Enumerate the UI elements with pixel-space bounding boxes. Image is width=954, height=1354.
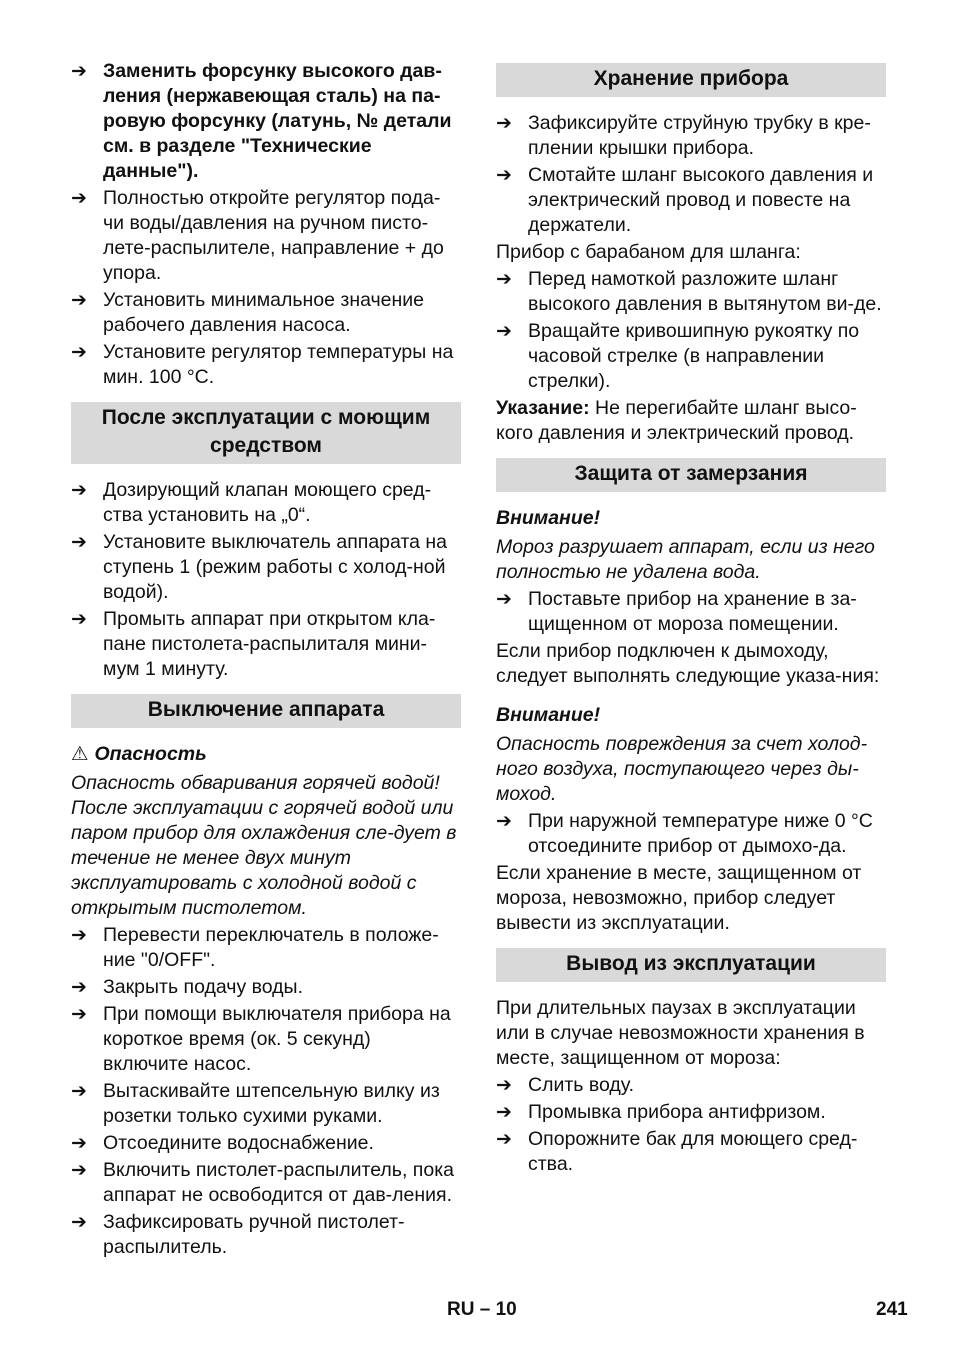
danger-text: Опасность обваривания горячей водой! После эксплуатации с горячей водой или паром прибор для охлаждения сле-дует в течение не менее двух минут эксплуатировать с холодной водой с открытым пистолетом. bbox=[71, 772, 457, 919]
list-item: ➔ Установить минимальное значение рабочего давления насоса. bbox=[71, 289, 425, 336]
warning-label: Внимание! bbox=[496, 704, 601, 726]
left-column bbox=[71, 59, 461, 1262]
arrow-icon: ➔ bbox=[71, 1133, 87, 1154]
list-item: ➔ Полностью откройте регулятор пода-чи воды/давления на ручном писто-лете-распылителе, направление + до упора. bbox=[71, 187, 444, 284]
list-item: ➔ Зафиксировать ручной пистолет-распылитель. bbox=[71, 1211, 405, 1258]
list-item: ➔ При наружной температуре ниже 0 °C отсоедините прибор от дымохо-да. bbox=[496, 810, 873, 857]
arrow-icon: ➔ bbox=[71, 609, 87, 630]
paragraph: Если хранение в месте, защищенном от мороза, невозможно, прибор следует вывести из эксплуатации. bbox=[496, 862, 862, 934]
arrow-icon: ➔ bbox=[71, 532, 87, 553]
list-item: ➔ Вращайте кривошипную рукоятку по часовой стрелке (в направлении стрелки). bbox=[496, 320, 860, 392]
arrow-icon: ➔ bbox=[71, 290, 87, 311]
list-item: ➔ Включить пистолет-распылитель, пока аппарат не освободится от дав-ления. bbox=[71, 1159, 454, 1206]
warning-label: Внимание! bbox=[496, 507, 601, 529]
arrow-icon: ➔ bbox=[71, 1004, 87, 1025]
section-heading-after-detergent: После эксплуатации с моющим средством bbox=[71, 402, 461, 464]
arrow-icon: ➔ bbox=[496, 321, 512, 342]
note-paragraph bbox=[496, 396, 886, 446]
warning-text: Мороз разрушает аппарат, если из него полностью не удалена вода. bbox=[496, 536, 875, 583]
arrow-icon: ➔ bbox=[71, 61, 87, 82]
arrow-icon: ➔ bbox=[71, 1212, 87, 1233]
note-text: Не перегибайте шланг высо-кого давления и электрический провод. bbox=[496, 397, 857, 444]
list-item: ➔ Поставьте прибор на хранение в за-щищенном от мороза помещении. bbox=[496, 588, 857, 635]
note-label: Указание: bbox=[496, 397, 590, 419]
paragraph: При длительных паузах в эксплуатации или в случае невозможности хранения в месте, защищенном от мороза: bbox=[496, 997, 865, 1069]
arrow-icon: ➔ bbox=[496, 269, 512, 290]
warning-triangle-icon: ⚠ bbox=[71, 743, 89, 765]
danger-heading: ⚠ Опасность bbox=[71, 743, 207, 765]
right-column bbox=[496, 59, 886, 1179]
list-item: ➔ Установите выключатель аппарата на ступень 1 (режим работы с холод-ной водой). bbox=[71, 531, 448, 603]
arrow-icon: ➔ bbox=[71, 188, 87, 209]
page-number: 241 bbox=[876, 1299, 908, 1320]
list-item: ➔ Промывка прибора антифризом. bbox=[496, 1101, 826, 1123]
list-item: ➔ Промыть аппарат при открытом кла-пане пистолета-распылиталя мини-мум 1 минуту. bbox=[71, 608, 436, 680]
arrow-icon: ➔ bbox=[496, 1129, 512, 1150]
arrow-icon: ➔ bbox=[71, 1160, 87, 1181]
page-label: RU – 10 bbox=[447, 1299, 517, 1320]
arrow-icon: ➔ bbox=[71, 1081, 87, 1102]
list-item: ➔ Зафиксируйте струйную трубку в кре-плении крышки прибора. bbox=[496, 112, 871, 159]
list-item: ➔ Заменить форсунку высокого дав-ления (нержавеющая сталь) на па-ровую форсунку (латунь, № детали см. в разделе "Технические данные"). bbox=[71, 60, 452, 182]
arrow-icon: ➔ bbox=[496, 165, 512, 186]
list-item: ➔ Дозирующий клапан моющего сред-ства установить на „0“. bbox=[71, 479, 432, 526]
list-item: ➔ Смотайте шланг высокого давления и электрический провод и повесте на держатели. bbox=[496, 164, 874, 236]
list-item: ➔ Перед намоткой разложите шланг высокого давления в вытянутом ви-де. bbox=[496, 268, 882, 315]
section-heading-decommission: Вывод из эксплуатации bbox=[496, 948, 886, 982]
list-item: ➔ Опорожните бак для моющего сред-ства. bbox=[496, 1128, 858, 1175]
paragraph: Если прибор подключен к дымоходу, следует выполнять следующие указа-ния: bbox=[496, 640, 880, 687]
list-item: ➔ Вытаскивайте штепсельную вилку из розетки только сухими руками. bbox=[71, 1080, 440, 1127]
section-heading-storage: Хранение прибора bbox=[496, 63, 886, 97]
list-item: ➔ Установите регулятор температуры на мин. 100 °C. bbox=[71, 341, 454, 388]
arrow-icon: ➔ bbox=[496, 589, 512, 610]
arrow-icon: ➔ bbox=[496, 113, 512, 134]
list-item: ➔ Закрыть подачу воды. bbox=[71, 976, 303, 998]
list-item: ➔ При помощи выключателя прибора на короткое время (ок. 5 секунд) включите насос. bbox=[71, 1003, 451, 1075]
section-heading-frost: Защита от замерзания bbox=[496, 458, 886, 492]
arrow-icon: ➔ bbox=[71, 342, 87, 363]
warning-text: Опасность повреждения за счет холод-ного воздуха, поступающего через ды-моход. bbox=[496, 733, 868, 805]
drum-text: Прибор с барабаном для шланга: bbox=[496, 241, 801, 263]
arrow-icon: ➔ bbox=[496, 811, 512, 832]
list-item: ➔ Слить воду. bbox=[496, 1074, 635, 1096]
section-heading-shutdown: Выключение аппарата bbox=[71, 694, 461, 728]
arrow-icon: ➔ bbox=[71, 977, 87, 998]
arrow-icon: ➔ bbox=[496, 1075, 512, 1096]
arrow-icon: ➔ bbox=[71, 925, 87, 946]
arrow-icon: ➔ bbox=[496, 1102, 512, 1123]
list-item: ➔ Отсоедините водоснабжение. bbox=[71, 1132, 374, 1154]
arrow-icon: ➔ bbox=[71, 480, 87, 501]
list-item: ➔ Перевести переключатель в положе-ние "0/OFF". bbox=[71, 924, 439, 971]
